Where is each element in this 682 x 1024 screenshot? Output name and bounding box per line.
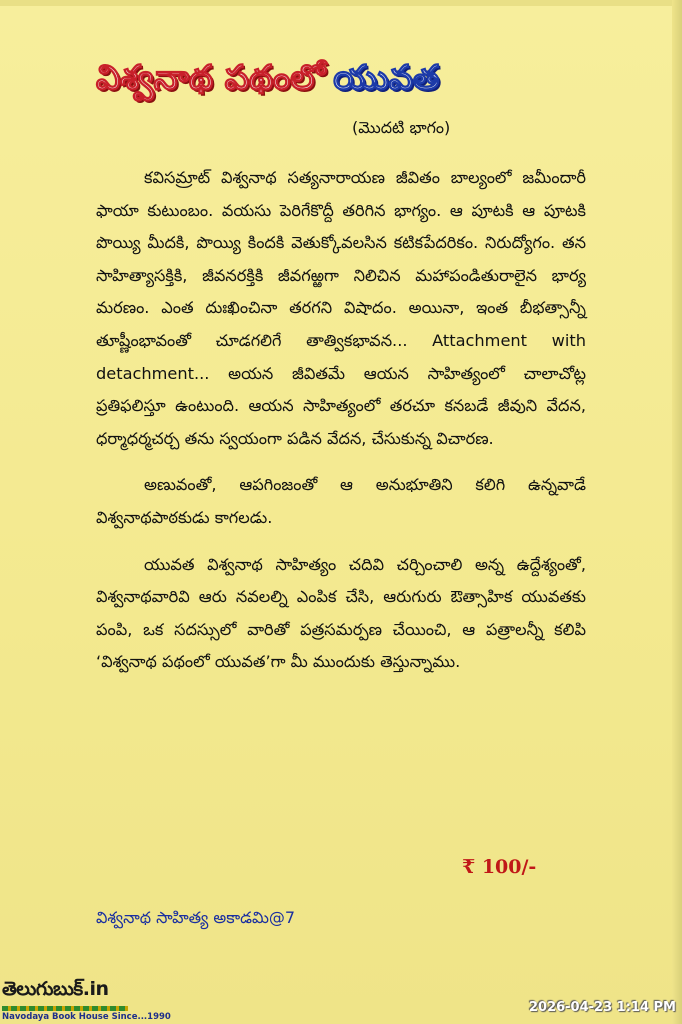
- blurb-text: [96, 162, 586, 693]
- title-part-red: విశ్వనాథ పథంలో: [96, 58, 326, 98]
- cover-right-edge: [672, 0, 682, 1024]
- watermark-stripe: [2, 1006, 128, 1011]
- publisher-name: విశ్వనాథ సాహిత్య అకాడమి@7: [96, 908, 296, 927]
- book-title: [96, 58, 439, 106]
- blurb-paragraph: యువత విశ్వనాథ సాహిత్యం చదివి చర్చించాలి అన్న ఉద్దేశ్యంతో, విశ్వనాథవారివి ఆరు నవలల్ని ఎంపిక చేసి, ఆరుగురు ఔత్సాహిక యువతకు పంపి, ఒక సదస్సులో వారితో పత్రసమర్పణ చేయించి, ఆ పత్రాలన్నీ కలిపి ‘విశ్వనాథ పథంలో యువత’గా మీ ముందుకు తెస్తున్నాము.: [96, 554, 586, 672]
- watermark-logo: [2, 978, 171, 1022]
- blurb-paragraph: అణువంతో, ఆపగింజంతో ఆ అనుభూతిని కలిగి ఉన్నవాడే విశ్వనాథపాఠకుడు కాగలడు.: [96, 475, 586, 527]
- photo-timestamp: 2026-04-23 1:14 PM: [528, 1000, 676, 1015]
- blurb-paragraph: కవిసమ్రాట్ విశ్వనాథ సత్యనారాయణ జీవితం బాల్యంలో జమీందారీ ఫాయా కుటుంబం. వయసు పెరిగేకొద్దీ తరిగిన భాగ్యం. ఆ పూటకి ఆ పూటకి పొయ్యి మీదకి, పొయ్యి కిందకి వెతుక్కోవలసిన కటికపేదరికం. నిరుద్యోగం. తన సాహిత్యాసక్తికి, జీవనరక్తికి జీవగఱ్ఱగా నిలిచిన మహాపండితురాలైన భార్య మరణం. ఎంత దుఃఖించినా తరగని విషాదం. అయినా, ఇంత బీభత్సాన్నీ తూష్ణీంభావంతో చూడగలిగే తాత్వికభావన... Attachment with detachment... అయన జీవితమే ఆయన సాహిత్యంలో చాలాచోట్ల ప్రతిఫలిస్తూ ఉంటుంది. ఆయన సాహిత్యంలో తరచూ కనబడే జీవుని వేదన, ధర్మాధర్మచర్చ తను స్వయంగా పడిన వేదన, చేసుకున్న విచారణ.: [96, 168, 586, 448]
- watermark-tagline: Navodaya Book House Since...1990: [2, 1012, 171, 1022]
- price-label: ₹ 100/-: [462, 856, 537, 878]
- cover-top-edge: [0, 0, 682, 6]
- volume-subtitle: (మొదటి భాగం): [352, 118, 451, 137]
- watermark-name: తెలుగుబుక్.in: [2, 978, 109, 1000]
- title-part-blue: యువత: [333, 58, 440, 98]
